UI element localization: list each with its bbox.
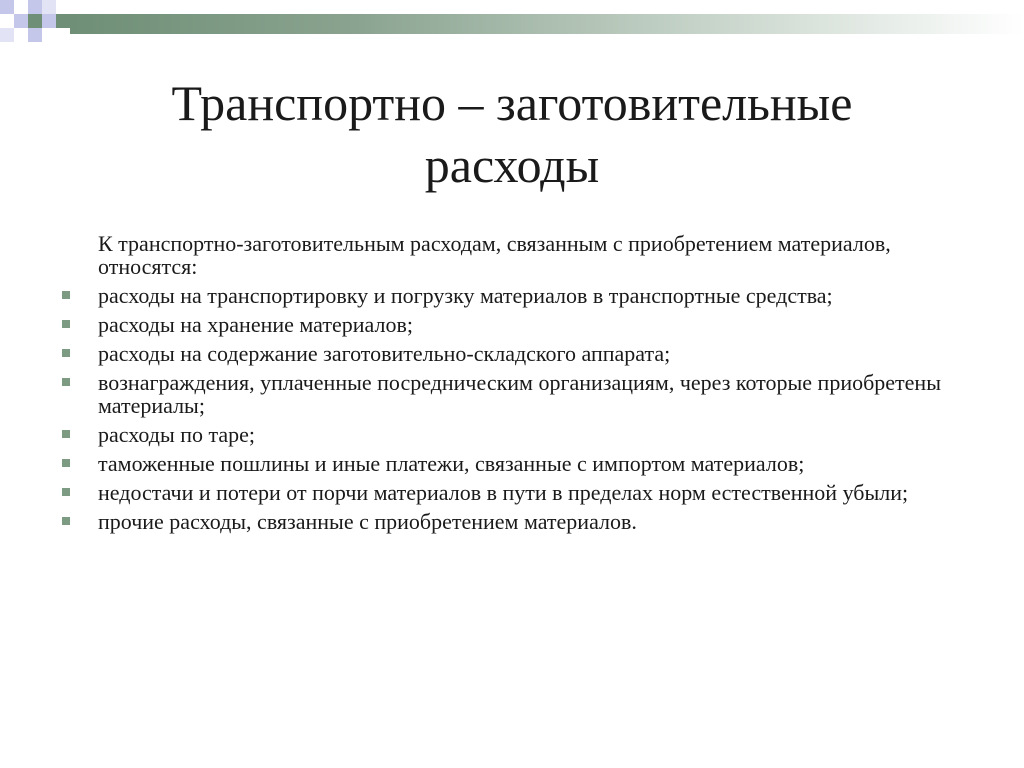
decor-square [14,14,28,28]
bullet-list [60,284,980,533]
list-item-text: расходы на транспортировку и погрузку материалов в транспортные средства; [98,283,833,308]
intro-text: К транспортно-заготовительным расходам, связанным с приобретением материалов, относятся: [98,231,891,279]
square-bullet-icon [62,430,70,438]
list-item [60,313,980,336]
list-item-text: расходы на хранение материалов; [98,312,413,337]
decor-square [0,0,14,14]
list-item-text: таможенные пошлины и иные платежи, связанные с импортом материалов; [98,451,805,476]
slide-title: Транспортно – заготовительные расходы [171,75,853,193]
square-bullet-icon [62,378,70,386]
decor-square [28,0,42,14]
list-item [60,481,980,504]
square-bullet-icon [62,517,70,525]
list-item-text: недостачи и потери от порчи материалов в пути в пределах норм естественной убыли; [98,480,909,505]
list-item [60,284,980,307]
decor-square [42,0,56,14]
list-item [60,452,980,475]
square-bullet-icon [62,488,70,496]
decor-square [14,0,28,14]
list-item-text: расходы по таре; [98,422,256,447]
list-item [60,371,980,417]
square-bullet-icon [62,320,70,328]
list-item-text: вознаграждения, уплаченные посредническим организациям, через которые приобретены материалы; [98,370,941,418]
decor-square [56,14,70,28]
list-item-text: прочие расходы, связанные с приобретением материалов. [98,509,637,534]
list-item-text: расходы на содержание заготовительно-складского аппарата; [98,341,671,366]
slide-content [60,232,980,539]
list-item [60,342,980,365]
square-bullet-icon [62,459,70,467]
list-item [60,423,980,446]
decor-square [28,14,42,28]
decor-square [28,28,42,42]
header-gradient-bar [70,14,1024,34]
decor-square [42,14,56,28]
square-bullet-icon [62,291,70,299]
square-bullet-icon [62,349,70,357]
decor-square [0,28,14,42]
list-item [60,510,980,533]
